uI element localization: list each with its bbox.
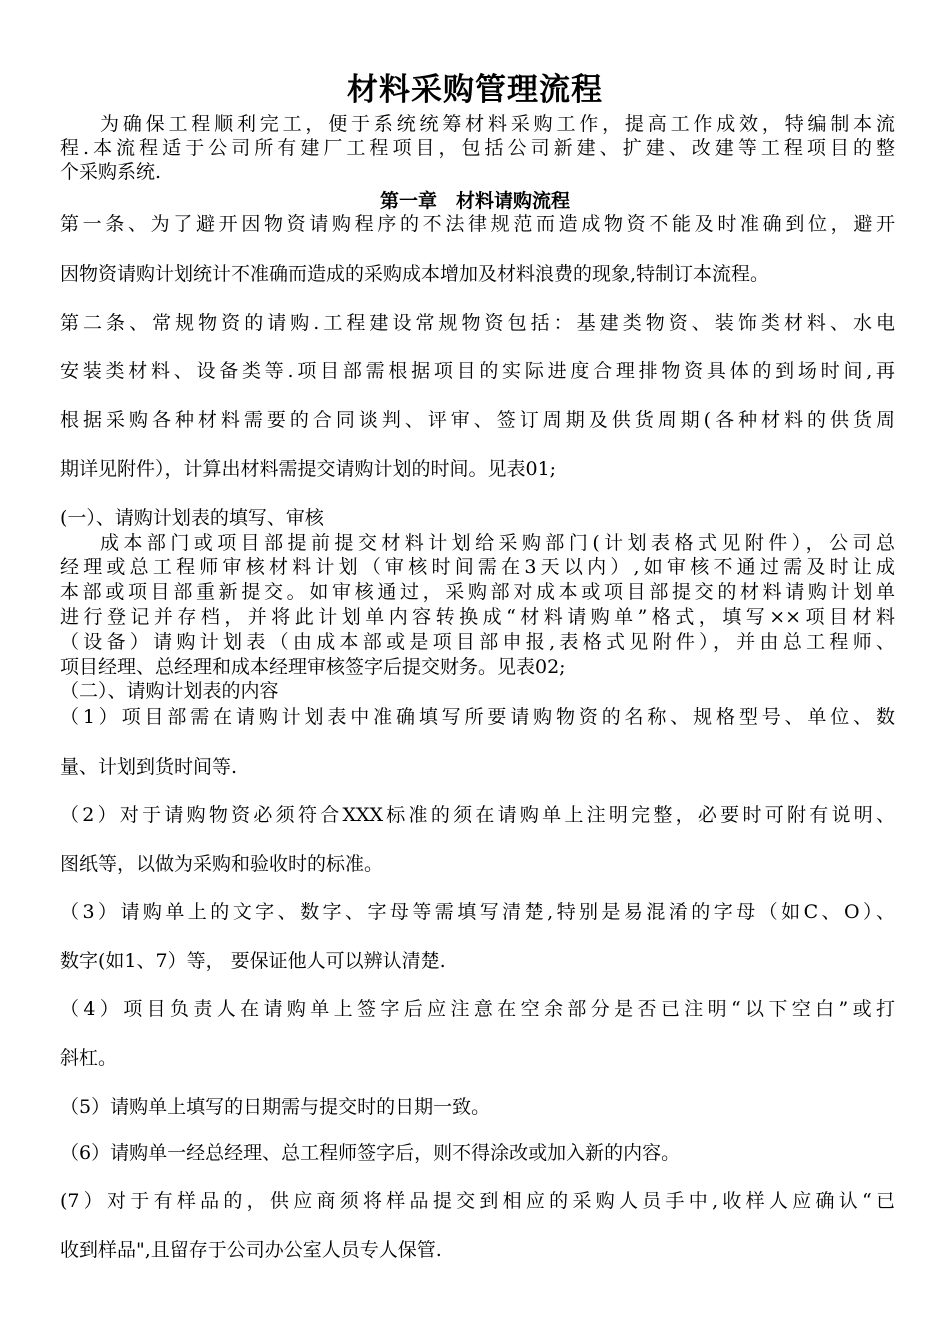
list-item-line: （6）请购单一经总经理、总工程师签字后，则不得涂改或加入新的内容。 <box>60 1142 681 1164</box>
article-2-line: 安装类材料、设备类等.项目部需根据项目的实际进度合理排物资具体的到场时间,再 <box>60 360 895 382</box>
intro-line: 程.本流程适于公司所有建厂工程项目，包括公司新建、扩建、改建等工程项目的整 <box>60 137 895 159</box>
chapter-title: 第一章 材料请购流程 <box>379 190 570 212</box>
list-item-line: (7）对于有样品的，供应商须将样品提交到相应的采购人员手中,收样人应确认“已 <box>60 1190 895 1212</box>
list-item-line: 量、计划到货时间等. <box>60 756 238 778</box>
article-2-line: 第二条、常规物资的请购.工程建设常规物资包括：基建类物资、装饰类材料、水电 <box>60 312 895 334</box>
section-2-heading: （二）、请购计划表的内容 <box>60 680 279 702</box>
document-title: 材料采购管理流程 <box>347 72 603 108</box>
intro-line: 个采购系统. <box>60 161 162 183</box>
article-2-line: 期详见附件），计算出材料需提交请购计划的时间。见表01; <box>60 458 557 480</box>
section-1-line: （设备）请购计划表（由成本部或是项目部申报,表格式见附件），并由总工程师、 <box>60 631 895 653</box>
section-1-line: 成本部门或项目部提前提交材料计划给采购部门(计划表格式见附件），公司总 <box>100 532 895 554</box>
list-item-line: （1）项目部需在请购计划表中准确填写所要请购物资的名称、规格型号、单位、数 <box>60 706 895 728</box>
list-item-line: 图纸等，以做为采购和验收时的标准。 <box>60 853 384 875</box>
section-1-line: 进行登记并存档，并将此计划单内容转换成“材料请购单”格式，填写××项目材料 <box>60 606 895 628</box>
intro-line: 为确保工程顺利完工，便于系统统筹材料采购工作，提高工作成效，特编制本流 <box>100 113 895 135</box>
list-item-line: （3）请购单上的文字、数字、字母等需填写清楚,特别是易混淆的字母（如C、O）、 <box>60 901 895 923</box>
article-1-line: 因物资请购计划统计不准确而造成的采购成本增加及材料浪费的现象,特制订本流程。 <box>60 263 770 285</box>
list-item-line: 数字(如1、7）等， 要保证他人可以辨认清楚. <box>60 950 446 972</box>
list-item-line: （2）对于请购物资必须符合XXX标准的须在请购单上注明完整，必要时可附有说明、 <box>60 804 895 826</box>
article-2-line: 根据采购各种材料需要的合同谈判、评审、签订周期及供货周期(各种材料的供货周 <box>60 409 895 431</box>
section-1-line: 项目经理、总经理和成本经理审核签字后提交财务。见表02; <box>60 656 566 678</box>
list-item-line: 收到样品",且留存于公司办公室人员专人保管. <box>60 1239 442 1261</box>
list-item-line: 斜杠。 <box>60 1047 118 1069</box>
list-item-line: （4）项目负责人在请购单上签字后应注意在空余部分是否已注明“以下空白”或打 <box>60 998 895 1020</box>
list-item-line: （5）请购单上填写的日期需与提交时的日期一致。 <box>60 1096 491 1118</box>
section-1-line: 本部或项目部重新提交。如审核通过，采购部对成本或项目部提交的材料请购计划单 <box>60 581 895 603</box>
section-1-line: 经理或总工程师审核材料计划（审核时间需在3天以内）,如审核不通过需及时让成 <box>60 556 895 578</box>
section-1-heading: (一）、请购计划表的填写、审核 <box>60 507 324 529</box>
article-1-line: 第一条、为了避开因物资请购程序的不法律规范而造成物资不能及时准确到位，避开 <box>60 213 895 235</box>
